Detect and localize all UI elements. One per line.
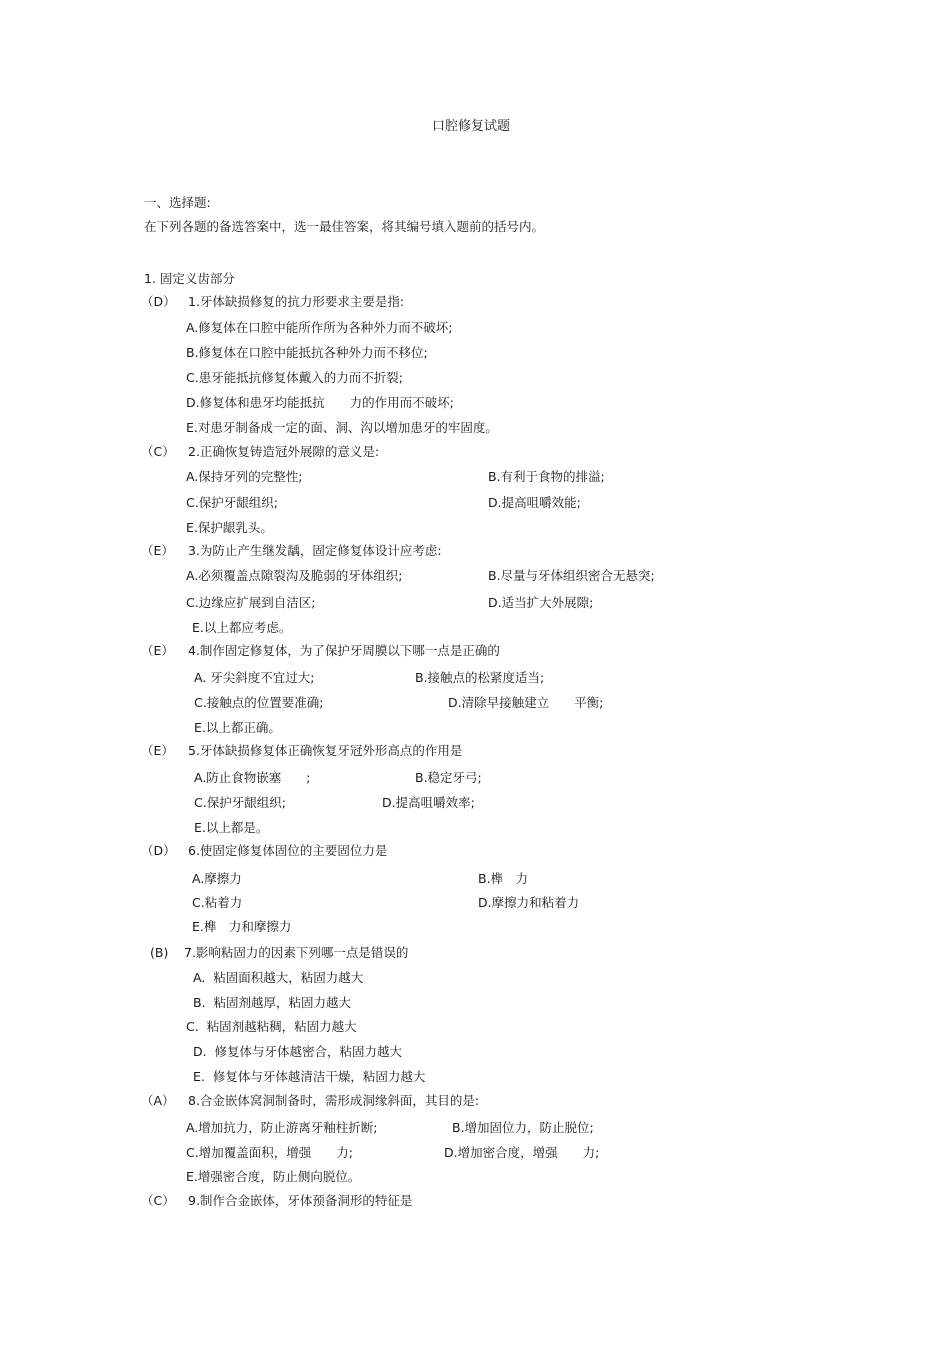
option: A. 粘固面积越大，粘固力越大 [193,970,364,985]
option: D.增加密合度，增强 力; [444,1145,600,1160]
option: B.榫 力 [478,871,529,886]
option: E.以上都正确。 [194,720,281,735]
answer-marker: (B) [150,945,169,960]
question-stem: 2.正确恢复铸造冠外展隙的意义是: [188,444,380,459]
answer-marker: （E） [141,543,174,558]
option: D.适当扩大外展隙; [488,595,594,610]
option: C.增加覆盖面积，增强 力; [186,1145,353,1160]
answer-marker: （D） [141,843,176,858]
answer-marker: （A） [141,1093,175,1108]
option: D.提高咀嚼效率; [382,795,475,810]
option: A.防止食物嵌塞 ; [194,770,311,785]
option: C.接触点的位置要准确; [194,695,324,710]
option: B.稳定牙弓; [415,770,482,785]
option: A. 牙尖斜度不宜过大; [194,670,315,685]
answer-marker: （E） [141,743,174,758]
option: A.保持牙列的完整性; [186,469,303,484]
instruction-text: 在下列各题的备选答案中，选一最佳答案，将其编号填入题前的括号内。 [144,219,545,234]
option: B.有利于食物的排溢; [488,469,605,484]
answer-marker: （D） [141,294,176,309]
option: E.榫 力和摩擦力 [192,919,292,934]
question-stem: 3.为防止产生继发龋，固定修复体设计应考虑: [188,543,442,558]
option: D. 修复体与牙体越密合，粘固力越大 [193,1044,403,1059]
question-stem: 7.影响粘固力的因素下列哪一点是错误的 [184,945,409,960]
option: D.清除早接触建立 平衡; [448,695,604,710]
option: C.保护牙龈组织; [186,495,278,510]
option: C.粘着力 [192,895,243,910]
option: C. 粘固剂越粘稠，粘固力越大 [186,1019,357,1034]
option: B.尽量与牙体组织密合无悬突; [488,568,655,583]
option: A.增加抗力，防止游离牙釉柱折断; [186,1120,378,1135]
section-heading: 一、选择题: [144,195,211,210]
option: B.接触点的松紧度适当; [415,670,545,685]
document-title: 口腔修复试题 [432,119,511,134]
question-stem: 6.使固定修复体固位的主要固位力是 [188,843,388,858]
part-heading: 1. 固定义齿部分 [144,271,235,286]
answer-marker: （E） [141,643,174,658]
option: E. 修复体与牙体越清洁干燥，粘固力越大 [193,1069,426,1084]
option: B. 粘固剂越厚，粘固力越大 [193,995,351,1010]
option: B.修复体在口腔中能抵抗各种外力而不移位; [186,345,428,360]
option: E.以上都应考虑。 [192,620,292,635]
answer-marker: （C） [141,444,175,459]
option: C.保护牙龈组织; [194,795,286,810]
option: A.必须覆盖点隙裂沟及脆弱的牙体组织; [186,568,403,583]
option: D.提高咀嚼效能; [488,495,581,510]
option: E.以上都是。 [194,820,269,835]
option: E.对患牙制备成一定的面、洞、沟以增加患牙的牢固度。 [186,420,498,435]
question-stem: 5.牙体缺损修复体正确恢复牙冠外形高点的作用是 [188,743,463,758]
question-stem: 4.制作固定修复体，为了保护牙周膜以下哪一点是正确的 [188,643,500,658]
question-stem: 8.合金嵌体窝洞制备时，需形成洞缘斜面，其目的是: [188,1093,480,1108]
option: E.保护龈乳头。 [186,520,273,535]
option: C.边缘应扩展到自洁区; [186,595,316,610]
option: B.增加固位力，防止脱位; [452,1120,594,1135]
option: C.患牙能抵抗修复体戴入的力而不折裂; [186,370,403,385]
question-stem: 1.牙体缺损修复的抗力形要求主要是指: [188,294,405,309]
option: E.增强密合度，防止侧向脱位。 [186,1169,361,1184]
question-stem: 9.制作合金嵌体，牙体预备洞形的特征是 [188,1193,413,1208]
option: D.修复体和患牙均能抵抗 力的作用而不破坏; [186,395,454,410]
option: A.修复体在口腔中能所作所为各种外力而不破坏; [186,320,453,335]
option: A.摩擦力 [192,871,242,886]
option: D.摩擦力和粘着力 [478,895,580,910]
answer-marker: （C） [141,1193,175,1208]
